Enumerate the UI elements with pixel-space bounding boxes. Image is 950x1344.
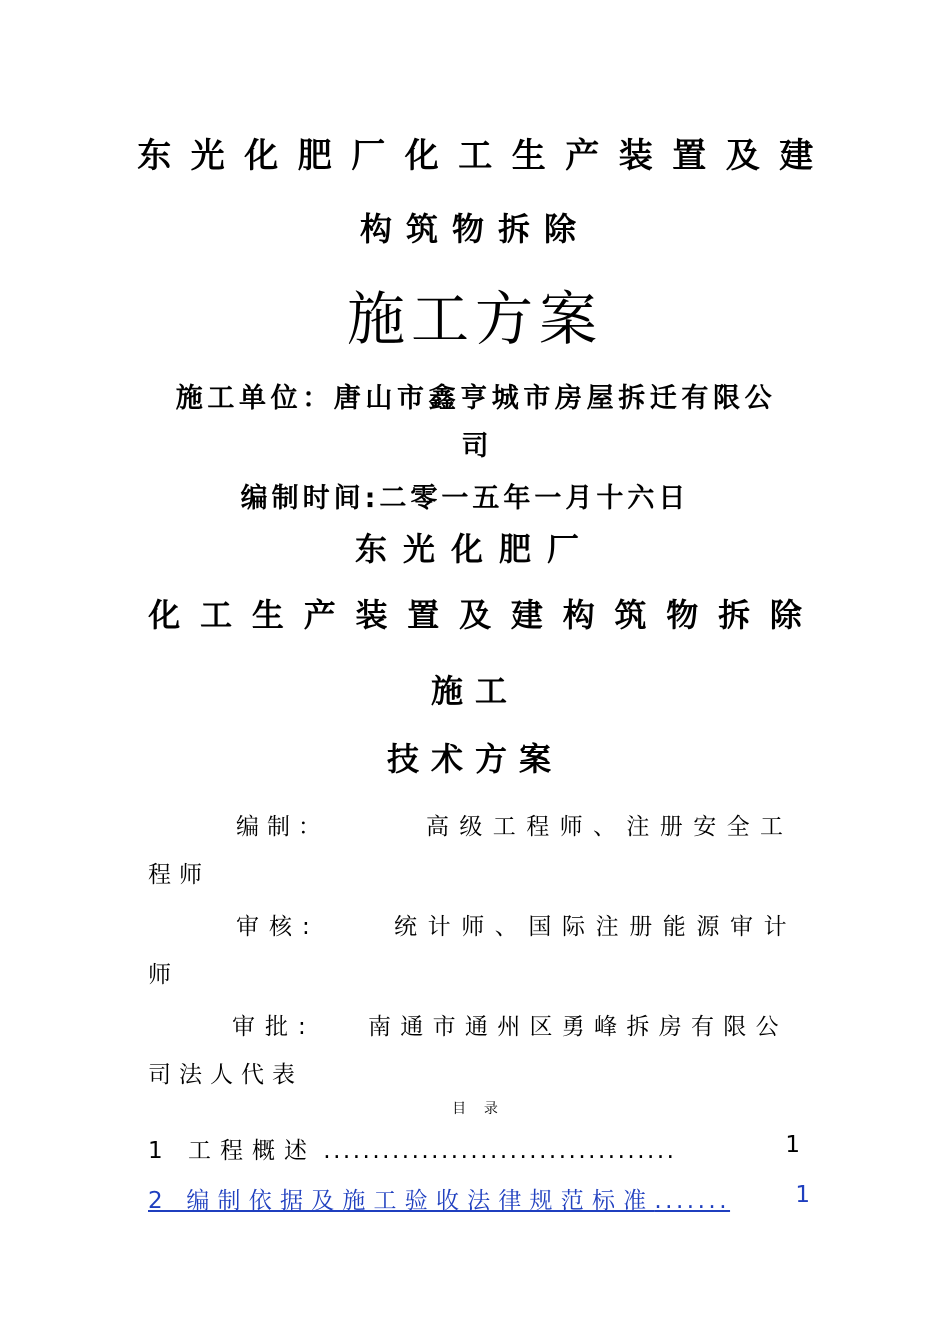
tech-title-line2: 化工生产装置及建构筑物拆除 bbox=[148, 596, 822, 634]
toc-item-text: 1 工程概述 bbox=[148, 1138, 316, 1164]
cover-date-line: 编制时间:二零一五年一月十六日 bbox=[240, 483, 690, 514]
toc-item[interactable] bbox=[148, 1132, 800, 1165]
cover-title-line1: 东光化肥厂化工生产装置及建 bbox=[137, 136, 833, 176]
approve-label: 审批: bbox=[232, 1014, 316, 1040]
cover-unit-line1: 施工单位：唐山市鑫亨城市房屋拆迁有限公 bbox=[175, 383, 777, 414]
approve-value: 南通市通州区勇峰拆房有限公 bbox=[368, 1014, 788, 1040]
compile-label: 编制： bbox=[236, 814, 329, 840]
toc-item-link[interactable] bbox=[148, 1182, 810, 1215]
toc-item-page: 1 bbox=[795, 1182, 810, 1208]
approve-value-cont: 司法人代表 bbox=[148, 1062, 303, 1088]
toc-item-dots: .................................... bbox=[323, 1138, 677, 1164]
compile-value: 高级工程师、注册安全工 bbox=[426, 814, 794, 840]
review-value-cont: 师 bbox=[148, 962, 171, 988]
toc-item-page: 1 bbox=[785, 1132, 800, 1158]
toc-item-dots: ....... bbox=[654, 1188, 731, 1214]
tech-title-line4: 技术方案 bbox=[386, 740, 563, 778]
compile-value-cont: 程师 bbox=[148, 862, 210, 888]
toc-item-text: 2 编制依据及施工验收法律规范标准 bbox=[148, 1188, 655, 1214]
toc-link[interactable] bbox=[148, 1182, 810, 1215]
review-label: 审核: bbox=[236, 914, 320, 940]
cover-title-main: 施工方案 bbox=[346, 285, 603, 353]
cover-unit-line2: 司 bbox=[461, 431, 489, 462]
tech-title-line3: 施工 bbox=[430, 672, 519, 710]
tech-title-line1: 东光化肥厂 bbox=[354, 530, 595, 568]
toc-heading: 目 录 bbox=[452, 1101, 498, 1117]
cover-title-line2: 构筑物拆除 bbox=[359, 210, 590, 248]
review-value: 统计师、国际注册能源审计 bbox=[394, 914, 798, 940]
